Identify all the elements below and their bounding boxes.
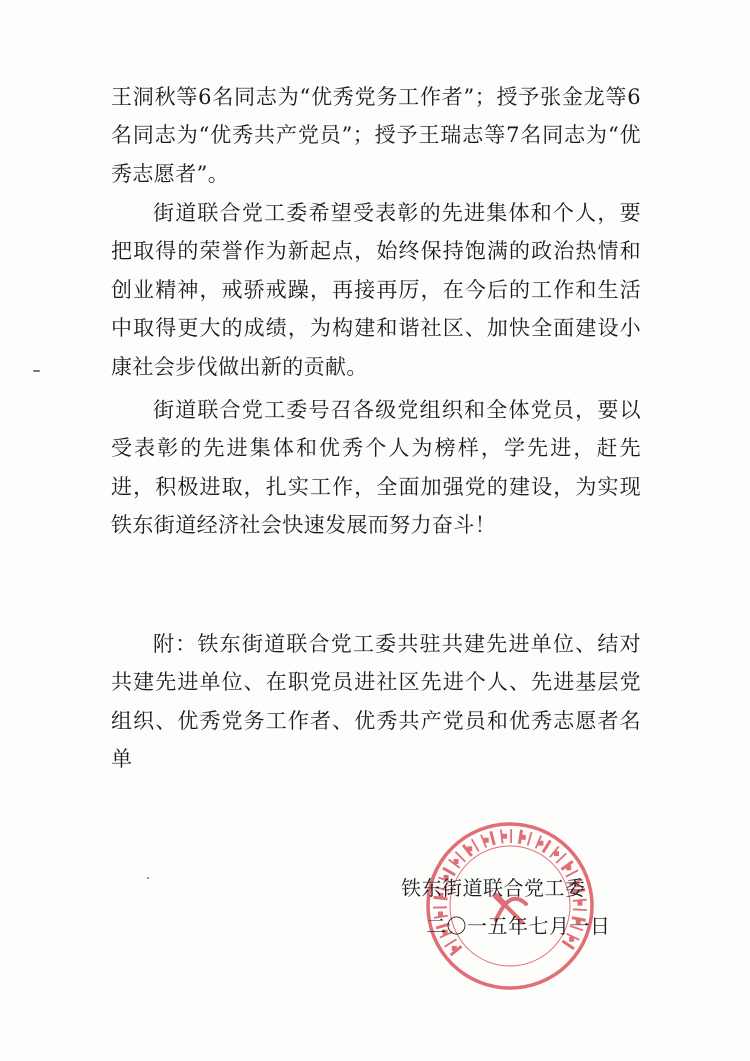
seal-glyph-mark: [503, 834, 507, 838]
seal-inner-ring: [450, 846, 570, 966]
signature-date: 二〇一五年七月一日: [426, 914, 611, 938]
seal-glyph-mark: [452, 946, 456, 950]
seal-glyph-mark: [562, 941, 574, 949]
paragraph-award-list-continued: 王洞秋等6名同志为“优秀党务工作者”；授予张金龙等6名同志为“优秀共产党员”；授予王瑞志等7名同志为“优秀志愿者”。: [111, 85, 641, 186]
seal-glyph-mark: [454, 860, 458, 864]
seal-glyph-mark: [578, 901, 582, 905]
official-seal: [424, 820, 596, 992]
signature-organization: 铁东街道联合党工委: [401, 876, 586, 900]
seal-glyph-mark: [472, 839, 479, 851]
seal-glyph-mark: [543, 840, 550, 852]
seal-glyph-mark: [567, 866, 571, 870]
seal-glyph-mark: [539, 841, 543, 845]
paragraph-call-to-action: 街道联合党工委号召各级党组织和全体党员，要以受表彰的先进集体和优秀个人为榜样，学先进，赶先进，积极进取，扎实工作，全面加强党的建设，为实现铁东街道经济社会快速发展而努力奋斗！: [111, 398, 641, 538]
seal-glyph-mark: [484, 838, 488, 842]
scan-speck: [147, 877, 149, 879]
seal-glyph-mark: [528, 832, 532, 845]
seal-outer-ring: [428, 824, 592, 988]
seal-glyph-mark: [521, 835, 525, 839]
paragraph-attachment-note: 附：铁东街道联合党工委共驻共建先进单位、结对共建先进单位、在职党员进社区先进个人、先进基层党组织、优秀党务工作者、优秀共产党员和优秀志愿者名单: [111, 632, 641, 772]
seal-glyph-mark: [445, 939, 457, 946]
paragraph-hope: 街道联合党工委希望受表彰的先进集体和个人，要把取得的荣誉作为新起点，始终保持饱满的政治热情和创业精神，戒骄戒躁，再接再厉，在今后的工作和生活中取得更大的成绩，为构建和谐社区、加快全面建设小康社会步伐做出新的贡献。: [111, 201, 641, 379]
scan-speck: [33, 370, 40, 372]
seal-glyph-mark: [555, 852, 559, 856]
seal-glyph-mark: [468, 847, 472, 851]
seal-glyph-mark: [491, 831, 495, 845]
